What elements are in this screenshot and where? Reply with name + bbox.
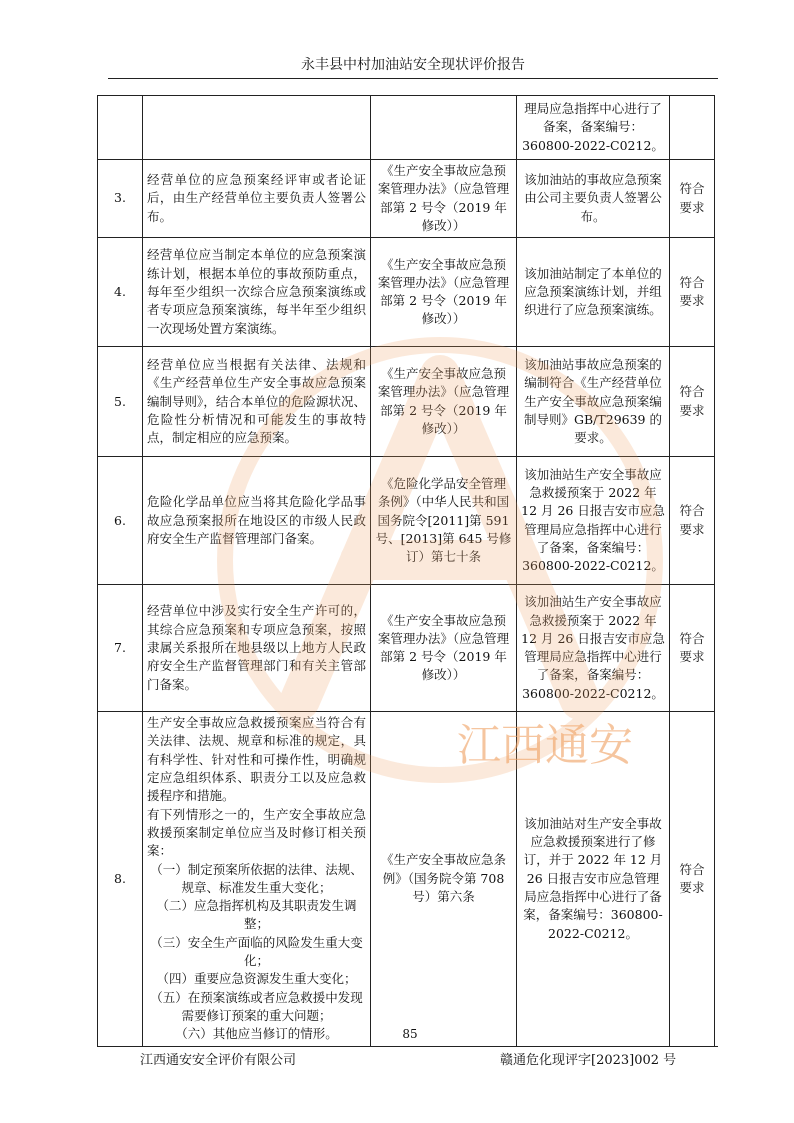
row-result: 符合要求: [670, 712, 715, 1046]
row-fact: 该加油站生产安全事故应急救援预案于 2022 年 12 月 26 日报吉安市应急管理局应急指挥中心进行了备案，备案编号：360800-2022-C0212。: [517, 457, 670, 585]
row-number: 4.: [98, 238, 143, 347]
row-requirement-extra-intro: 有下列情形之一的，生产安全事故应急救援预案制定单位应当及时修订相关预案：: [147, 806, 366, 859]
row-number: [98, 96, 143, 160]
table-row: [98, 160, 715, 238]
table-row: [98, 96, 715, 160]
row-fact: 该加油站生产安全事故应急救援预案于 2022 年 12 月 26 日报吉安市应急管理局应急指挥中心进行了备案，备案编号：360800-2022-C0212。: [517, 585, 670, 712]
row-requirement: 经营单位的应急预案经评审或者论证后，由生产经营单位主要负责人签署公布。: [143, 160, 371, 238]
table-row: [98, 347, 715, 457]
row-basis: [371, 96, 517, 160]
row-requirement: 经营单位应当制定本单位的应急预案演练计划，根据本单位的事故预防重点，每年至少组织一次综合应急预案演练或者专项应急预案演练，每半年至少组织一次现场处置方案演练。: [143, 238, 371, 347]
row-requirement: 经营单位应当根据有关法律、法规和《生产经营单位生产安全事故应急预案编制导则》，结合本单位的危险源状况、危险性分析情况和可能发生的事故特点，制定相应的应急预案。: [143, 347, 371, 457]
row-requirement: 经营单位中涉及实行安全生产许可的，其综合应急预案和专项应急预案，按照隶属关系报所在地县级以上地方人民政府安全生产监督管理部门和有关主管部门备案。: [143, 585, 371, 712]
table-row: [98, 238, 715, 347]
row-result: 符合要求: [670, 160, 715, 238]
row-number: 5.: [98, 347, 143, 457]
row-number: 3.: [98, 160, 143, 238]
row-requirement: 生产安全事故应急救援预案应当符合有关法律、法规、规章和标准的规定，具有科学性、针对性和可操作性，明确规定应急组织体系、职责分工以及应急救援程序和措施。: [147, 715, 366, 804]
footer-company: 江西通安安全评价有限公司: [140, 1053, 297, 1068]
row-result: 符合要求: [670, 347, 715, 457]
row-basis: 《生产安全事故应急预案管理办法》（应急管理部第 2 号令（2019 年修改））: [371, 238, 517, 347]
footer-doc-number: 赣通危化现评字[2023]002 号: [500, 1053, 677, 1068]
row-number: 6.: [98, 457, 143, 585]
row-basis: 《生产安全事故应急条例》（国务院令第 708 号）第六条: [371, 712, 517, 1046]
row-result: 符合要求: [670, 238, 715, 347]
row-fact: 该加油站事故应急预案的编制符合《生产经营单位生产安全事故应急预案编制导则》GB/T29639 的要求。: [517, 347, 670, 457]
row-requirement-extra-item: （二）应急指挥机构及其职责发生调整；: [156, 898, 357, 932]
row-result: 符合要求: [670, 585, 715, 712]
row-result: [670, 96, 715, 160]
row-basis: 《危险化学品安全管理条例》（中华人民共和国国务院令[2011]第 591 号、[2013]第 645 号修订）第七十条: [371, 457, 517, 585]
evaluation-table: [97, 95, 715, 1047]
table-row: [98, 712, 715, 1046]
table-row: [98, 585, 715, 712]
row-requirement-extra-item: （四）重要应急资源发生重大变化；: [156, 971, 357, 987]
row-requirement-extra-item: （六）其他应当修订的情形。: [175, 1026, 338, 1042]
watermark-text: 江西通安: [457, 720, 633, 771]
page-number: 85: [402, 1027, 418, 1041]
row-basis: 《生产安全事故应急预案管理办法》（应急管理部第 2 号令（2019 年修改））: [371, 347, 517, 457]
row-requirement: [143, 96, 371, 160]
row-basis: 《生产安全事故应急预案管理办法》（应急管理部第 2 号令（2019 年修改））: [371, 585, 517, 712]
row-requirement-extra-item: （五）在预案演练或者应急救援中发现需要修订预案的重大问题；: [150, 989, 363, 1023]
row-requirement-extra-item: （三）安全生产面临的风险发生重大变化；: [150, 934, 363, 969]
row-basis: 《生产安全事故应急预案管理办法》（应急管理部第 2 号令（2019 年修改））: [371, 160, 517, 238]
page-header: 永丰县中村加油站安全现状评价报告: [301, 57, 525, 73]
row-fact: 理局应急指挥中心进行了备案，备案编号：360800-2022-C0212。: [517, 96, 670, 160]
row-requirement-extra-item: （一）制定预案所依据的法律、法规、规章、标准发生重大变化；: [150, 861, 363, 895]
footer-rule: [108, 1046, 718, 1047]
row-fact: 该加油站制定了本单位的应急预案演练计划，并组织进行了应急预案演练。: [517, 238, 670, 347]
row-requirement: 危险化学品单位应当将其危险化学品事故应急预案报所在地设区的市级人民政府安全生产监督管理部门备案。: [143, 457, 371, 585]
row-requirement-cell: [143, 712, 371, 1046]
row-number: 8.: [98, 712, 143, 1046]
row-result: 符合要求: [670, 457, 715, 585]
header-rule: [108, 78, 718, 79]
table-row: [98, 457, 715, 585]
row-fact: 该加油站的事故应急预案由公司主要负责人签署公布。: [517, 160, 670, 238]
row-number: 7.: [98, 585, 143, 712]
row-fact: 该加油站对生产安全事故应急救援预案进行了修订，并于 2022 年 12 月 26 日报吉安市应急管理局应急指挥中心进行了备案，备案编号：360800-2022-C0212。: [517, 712, 670, 1046]
